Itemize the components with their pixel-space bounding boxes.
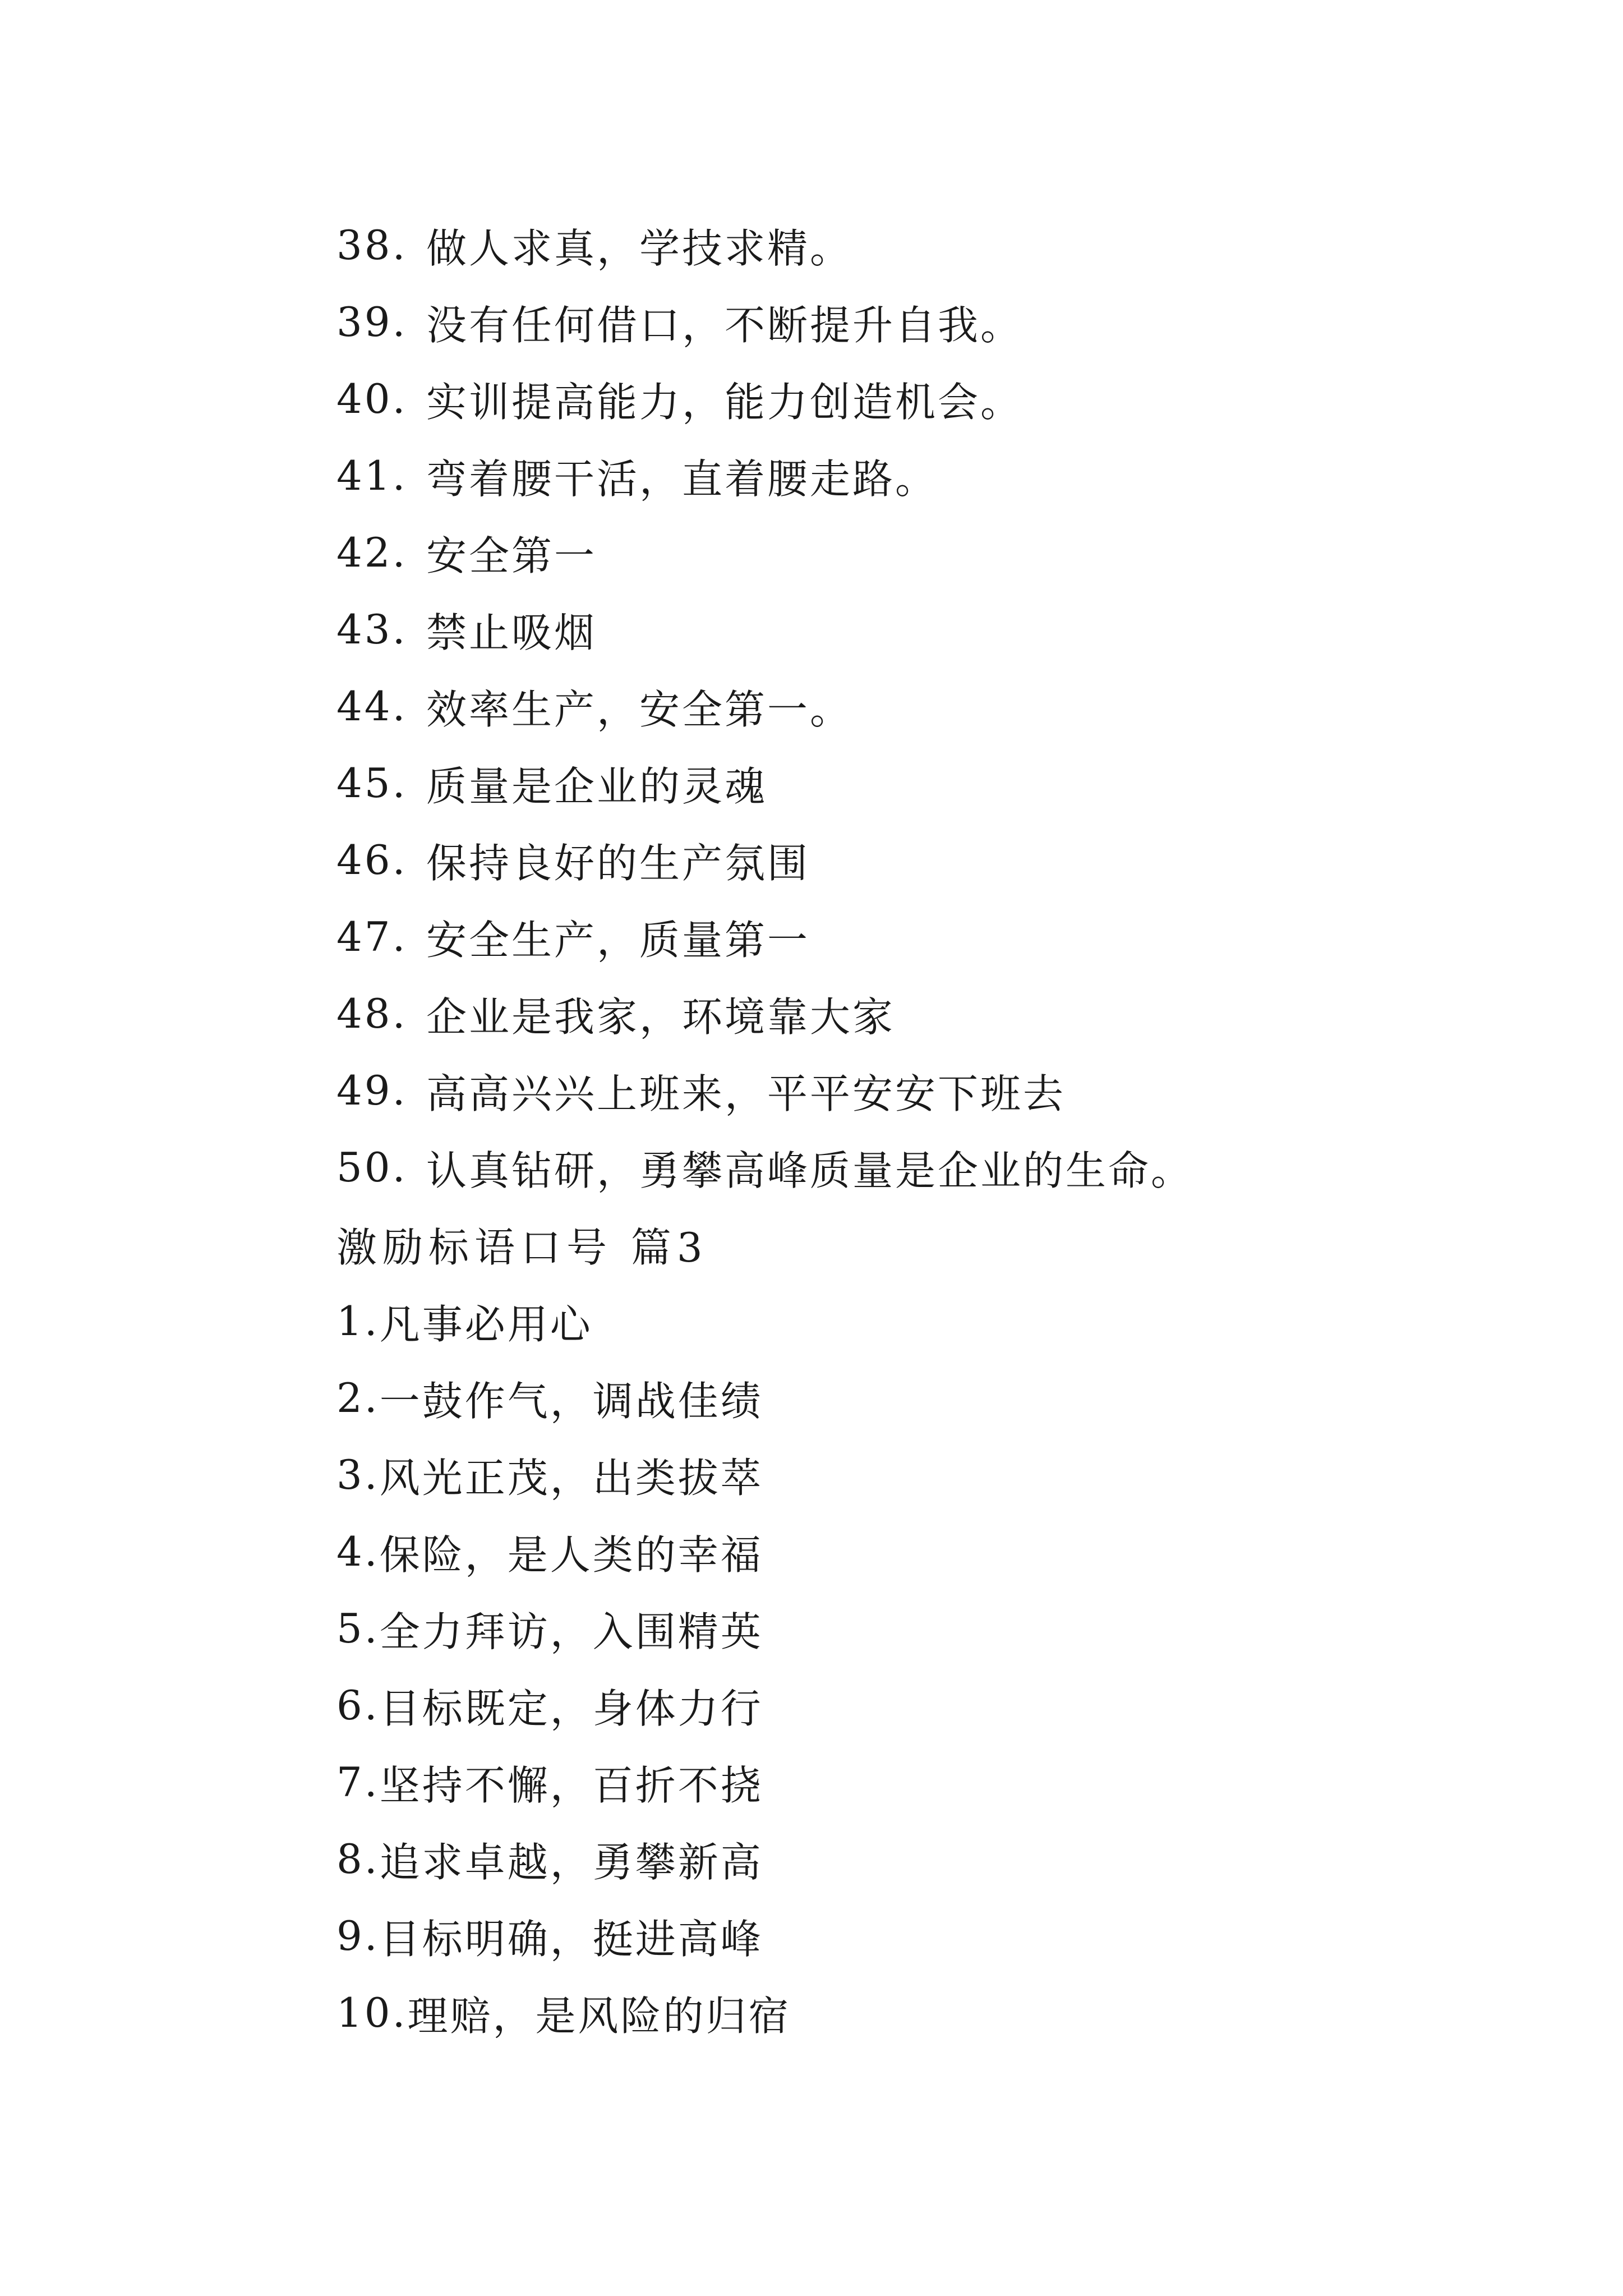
list-item [336, 1513, 1514, 1590]
list-item [336, 1436, 1514, 1513]
list-item [336, 283, 1514, 360]
item-number: 47. [336, 913, 408, 960]
item-text: 凡事必用心 [379, 1300, 593, 1348]
item-text: 风光正茂，出类拔萃 [379, 1454, 763, 1502]
list-item [336, 1129, 1514, 1205]
item-number: 5. [336, 1604, 380, 1652]
list-item [336, 206, 1514, 283]
item-text: 实训提高能力，能力创造机会。 [426, 378, 1023, 426]
item-text: 做人求真，学技求精。 [426, 224, 853, 272]
item-text: 效率生产，安全第一。 [426, 685, 853, 733]
list-item [336, 744, 1514, 821]
list-item [336, 437, 1514, 514]
list-item [336, 1359, 1514, 1436]
item-number: 4. [336, 1527, 380, 1575]
item-number: 38. [336, 221, 408, 269]
list-item [336, 1590, 1514, 1667]
list-item [336, 668, 1514, 744]
item-text: 企业是我家，环境靠大家 [426, 993, 896, 1041]
item-text: 保持良好的生产氛围 [426, 839, 810, 887]
item-number: 49. [336, 1066, 408, 1114]
list-item [336, 1052, 1514, 1129]
list-item [336, 360, 1514, 437]
item-number: 45. [336, 759, 408, 807]
item-text: 全力拜访，入围精英 [379, 1608, 763, 1655]
list-item [336, 1282, 1514, 1359]
item-number: 43. [336, 605, 408, 653]
list-item [336, 821, 1514, 898]
list-item [336, 1820, 1514, 1897]
item-number: 6. [336, 1681, 380, 1729]
item-number: 44. [336, 682, 408, 730]
list-item [336, 591, 1514, 668]
item-number: 41. [336, 452, 408, 499]
list-item [336, 1974, 1514, 2051]
item-number: 3. [336, 1451, 380, 1498]
list-item [336, 1667, 1514, 1743]
item-number: 1. [336, 1297, 380, 1345]
item-text: 追求卓越，勇攀新高 [379, 1838, 763, 1886]
item-number: 40. [336, 375, 408, 422]
item-text: 安全第一 [426, 532, 597, 579]
item-number: 10. [336, 1989, 408, 2036]
section-heading [336, 1205, 1514, 1282]
item-number: 46. [336, 836, 408, 884]
item-number: 50. [336, 1143, 408, 1191]
document-body [336, 206, 1514, 2051]
list-item [336, 898, 1514, 975]
item-text: 一鼓作气，调战佳绩 [379, 1377, 763, 1425]
item-text: 高高兴兴上班来，平平安安下班去 [426, 1070, 1066, 1117]
item-number: 42. [336, 528, 408, 576]
item-text: 弯着腰干活，直着腰走路。 [426, 455, 938, 503]
item-text: 目标既定，身体力行 [379, 1685, 763, 1732]
item-text: 认真钻研，勇攀高峰质量是企业的生命。 [426, 1147, 1194, 1194]
section-heading-text: 激励标语口号 篇3 [336, 1223, 708, 1271]
item-text: 质量是企业的灵魂 [426, 762, 768, 810]
item-text: 没有任何借口，不断提升自我。 [426, 301, 1023, 349]
list-item [336, 1897, 1514, 1974]
item-number: 9. [336, 1912, 380, 1959]
item-text: 保险，是人类的幸福 [379, 1531, 763, 1579]
item-text: 理赔，是风险的归宿 [407, 1992, 791, 2040]
item-text: 坚持不懈，百折不挠 [379, 1761, 763, 1809]
item-text: 目标明确，挺进高峰 [379, 1915, 763, 1963]
item-number: 8. [336, 1835, 380, 1883]
item-number: 48. [336, 990, 408, 1037]
list-item [336, 514, 1514, 591]
item-text: 禁止吸烟 [426, 609, 597, 656]
list-item [336, 1743, 1514, 1820]
item-number: 2. [336, 1374, 380, 1421]
item-text: 安全生产，质量第一 [426, 916, 810, 964]
item-number: 39. [336, 298, 408, 346]
item-number: 7. [336, 1758, 380, 1806]
list-item [336, 975, 1514, 1052]
